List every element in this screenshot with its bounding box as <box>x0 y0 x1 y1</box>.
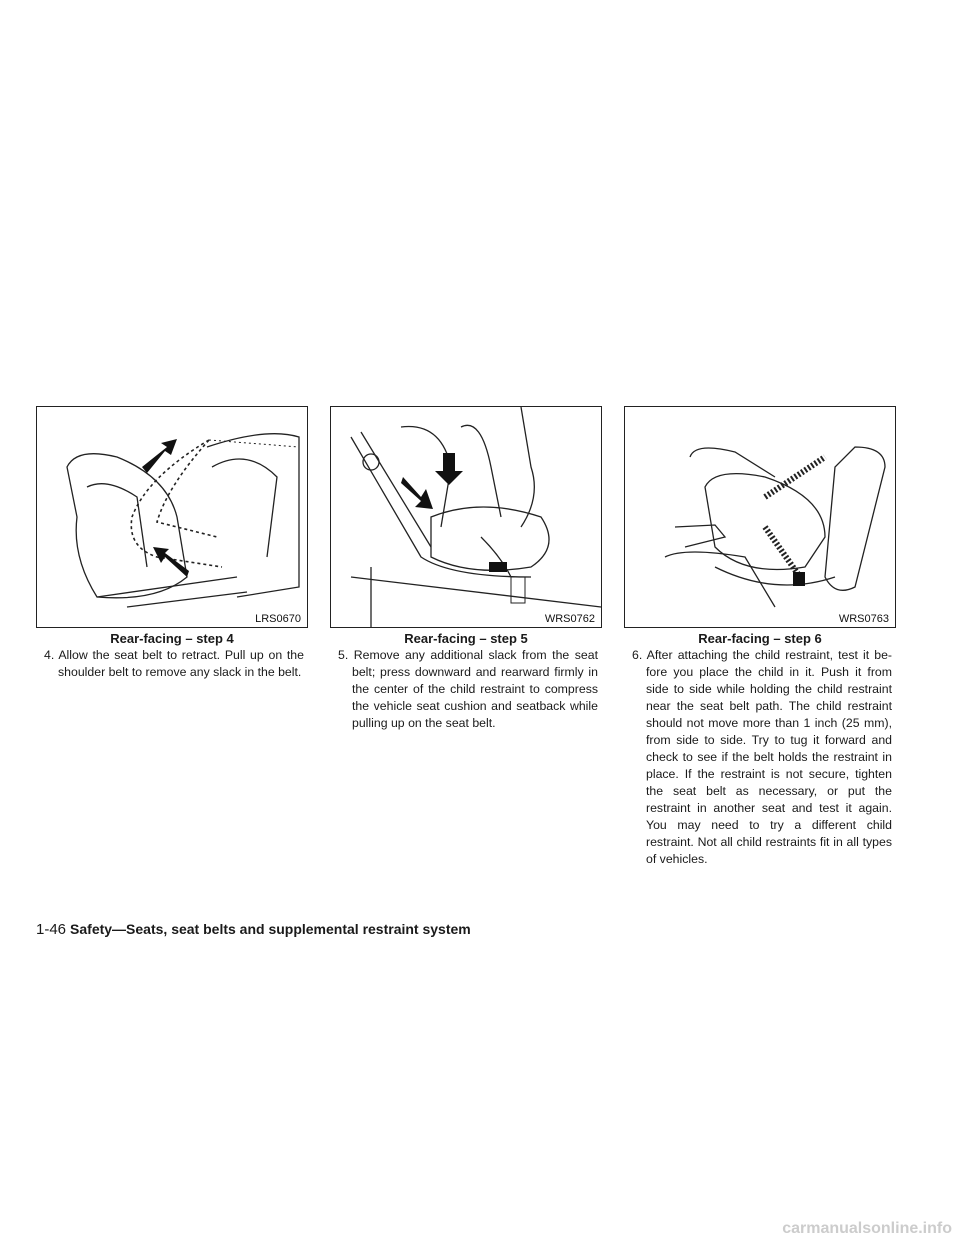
page-number: 1-46 <box>36 921 67 938</box>
figure-caption: Rear-facing – step 4 <box>110 631 234 646</box>
figure-step-4 <box>36 406 308 628</box>
child-seat-illustration-step-6 <box>625 407 895 627</box>
figure-caption: Rear-facing – step 5 <box>404 631 528 646</box>
step-5-text: 5. Remove any additional slack from the seat belt; press downward and rearward firmly in the center of the child restraint to compress the vehicle seat cushion and seatback while pulling up on the seat belt. <box>338 648 598 730</box>
figure-code: WRS0763 <box>838 613 889 625</box>
step-5-column <box>330 406 602 732</box>
step-4-text: 4. Allow the seat belt to retract. Pull up on the shoulder belt to remove any slack in the belt. <box>44 648 304 679</box>
figure-code: LRS0670 <box>255 613 301 625</box>
child-seat-illustration-step-5 <box>331 407 601 627</box>
figure-caption: Rear-facing – step 6 <box>698 631 822 646</box>
step-6-text: 6. After attaching the child restraint, test it be-fore you place the child in it. Push it from side to side while holding the child restraint near the seat belt path. The child restraint should not move more than 1 inch (25 mm), from side to side. Try to tug it forward and check to see if the belt holds the restraint in place. If the restraint is not secure, tighten the seat belt as necessary, or put the restraint in another seat and test it again. You may need to try a different child restraint. Not all child restraints fit in all types of vehicles. <box>632 648 892 866</box>
figure-step-6 <box>624 406 896 628</box>
step-6-column <box>624 406 896 868</box>
figure-step-5 <box>330 406 602 628</box>
child-seat-illustration-step-4 <box>37 407 307 627</box>
section-title: Safety—Seats, seat belts and supplemental restraint system <box>70 921 471 937</box>
watermark: carmanualsonline.info <box>782 1220 952 1237</box>
step-4-column <box>36 406 308 681</box>
page-footer <box>36 921 471 938</box>
figure-code: WRS0762 <box>544 613 595 625</box>
